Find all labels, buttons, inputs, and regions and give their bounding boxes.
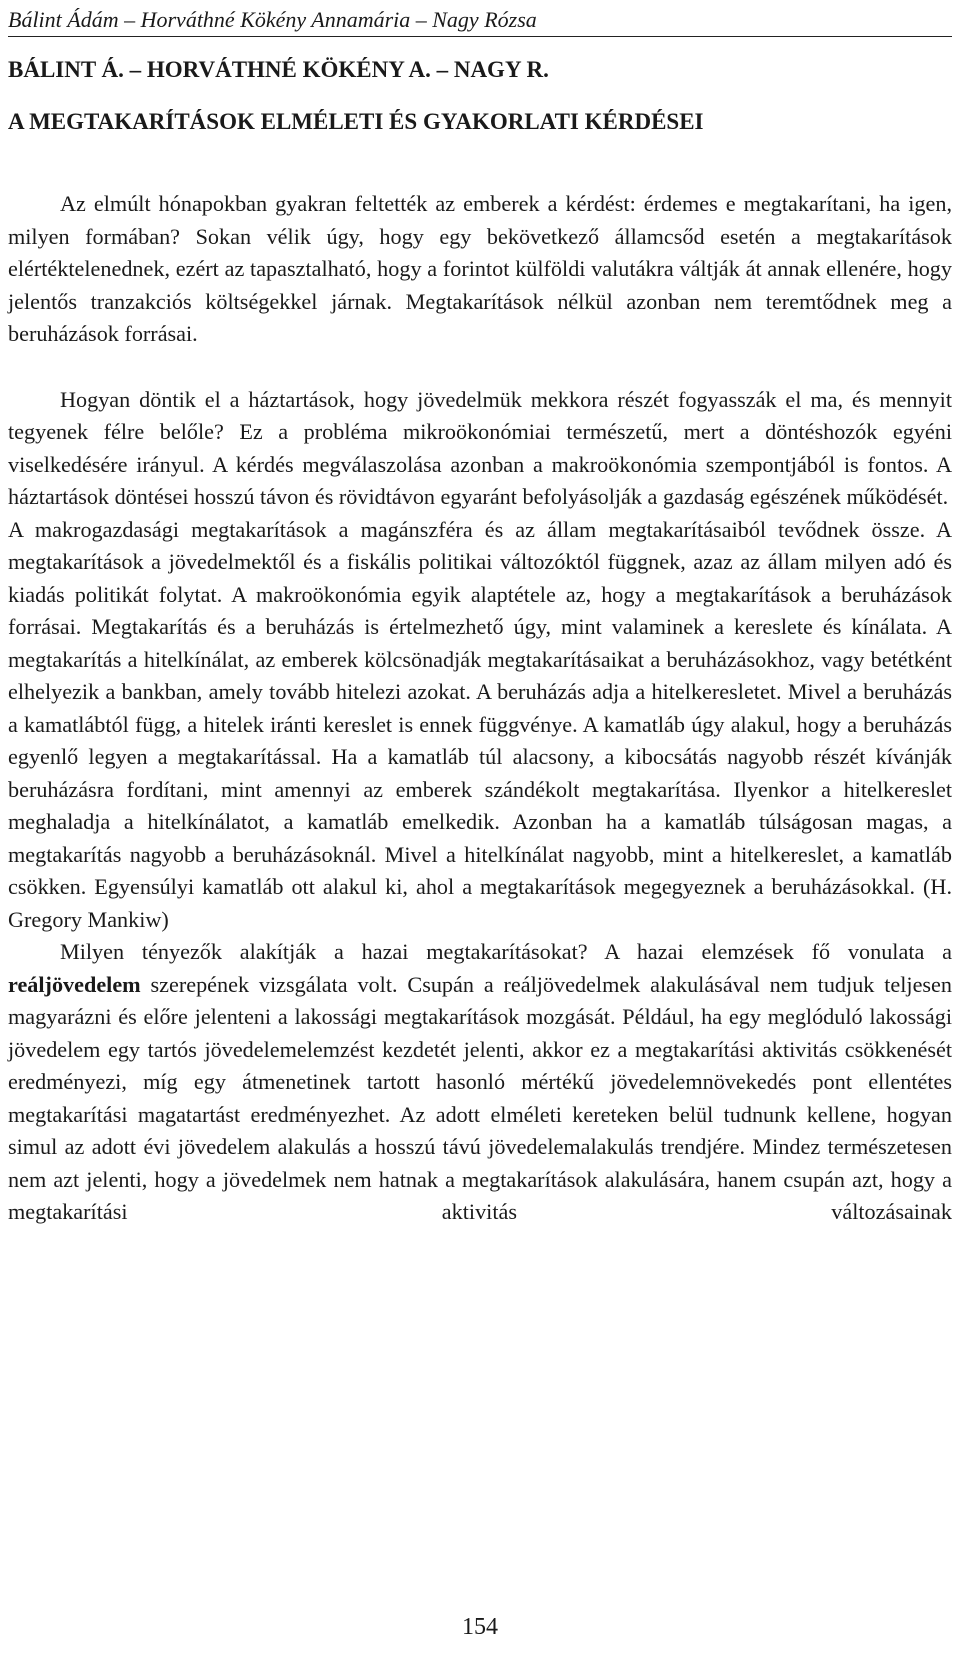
paragraph-4-bold-term: reáljövedelem: [8, 971, 141, 997]
article-title: A MEGTAKARÍTÁSOK ELMÉLETI ÉS GYAKORLATI KÉRDÉSEI: [8, 109, 704, 134]
paragraph-2: Hogyan döntik el a háztartások, hogy jövedelmük mekkora részét fogyasszák el ma, és mennyit tegyenek félre belőle? Ez a probléma mikroökonómiai természetű, mert a döntéshozók egyéni viselkedésére irányul. A kérdés megválaszolása azonban a makroökonómia szempontjából is fontos. A háztartások döntései hosszú távon és rövidtávon egyaránt befolyásolják a gazdaság egészének működését.: [8, 386, 952, 509]
paragraph-3: A makrogazdasági megtakarítások a magánszféra és az állam megtakarításaiból tevődnek össze. A megtakarítások a jövedelmektől és a fiskális politikai változóktól függnek, azaz az állam milyen adó és kiadás politikát folytat. A makroökonómia egyik alaptétele az, hogy a megtakarítások a beruházások forrásai. Megtakarítás és a beruházás is értelmezhető úgy, mint valaminek a kereslete és kínálata. A megtakarítás a hitelkínálat, az emberek kölcsönadják megtakarításaikat a beruházásokhoz, vagy betétként elhelyezik a bankban, amely tovább hitelezi azokat. A beruházás adja a hitelkeresletet. Mivel a beruházás a kamatlábtól függ, a hitelek iránti kereslet is ennek függvénye. A kamatláb úgy alakul, hogy a beruházás egyenlő legyen a megtakarítással. Ha a kamatláb túl alacsony, a kibocsátás nagyobb részét kívánják beruházásra fordítani, mint amennyi az emberek szándékolt megtakarítása. Ilyenkor a hitelkereslet meghaladja a hitelkínálatot, a kamatláb emelkedik. Azonban ha a kamatláb túlságosan magas, a megtakarítás nagyobb a beruházásoknál. Mivel a hitelkínálat nagyobb, mint a hitelkereslet, a kamatláb csökken. Egyensúlyi kamatláb ott alakul ki, ahol a megtakarítások megegyeznek a beruházásokkal. (H. Gregory Mankiw): [8, 516, 952, 932]
page-number: 154: [462, 1614, 498, 1640]
paragraph-1: Az elmúlt hónapokban gyakran feltették az emberek a kérdést: érdemes e megtakarítani, ha igen, milyen formában? Sokan vélik úgy, hogy egy bekövetkező államcsőd esetén a megtakarítások elértéktelenednek, ezért az tapasztalható, hogy a forintot külföldi valutákra váltják át annak ellenére, hogy jelentős tranzakciós költségekkel járnak. Megtakarítások nélkül azonban nem teremtődnek meg a beruházások forrásai.: [8, 191, 952, 346]
paragraph-4-text-end: szerepének vizsgálata volt. Csupán a reáljövedelmek alakulásával nem tudjuk teljesen magyarázni és előre jelenteni a lakossági megtakarítások mozgását. Például, ha egy meglóduló lakossági jövedelem egy tartós jövedelemelemzést kezdetét jelenti, akkor ez a megtakarítási aktivitás csökkenését eredményezi, míg egy átmenetinek tartott hasonló mértékű jövedelemnövekedés pont ellentétes megtakarítási magatartást eredményezhet. Az adott elméleti kereteken belül tudnunk kellene, hogyan simul az adott évi jövedelem alakulás a hosszú távú jövedelemalakulás trendjére. Mindez természetesen nem azt jelenti, hogy a jövedelmek nem hatnak a megtakarítások alakulására, hanem csupán azt, hogy a megtakarítási aktivitás változásainak: [8, 971, 952, 1224]
article-authors: BÁLINT Á. – HORVÁTHNÉ KÖKÉNY A. – NAGY R.: [8, 57, 549, 82]
running-header-title: Bálint Ádám – Horváthné Kökény Annamária – Nagy Rózsa: [8, 7, 537, 32]
article-body: [8, 188, 952, 1229]
paragraph-4: [8, 936, 952, 1229]
paragraph-4-text-start: Milyen tényezők alakítják a hazai megtakarításokat? A hazai elemzések fő vonulata a: [60, 939, 952, 964]
running-header: [8, 6, 952, 37]
